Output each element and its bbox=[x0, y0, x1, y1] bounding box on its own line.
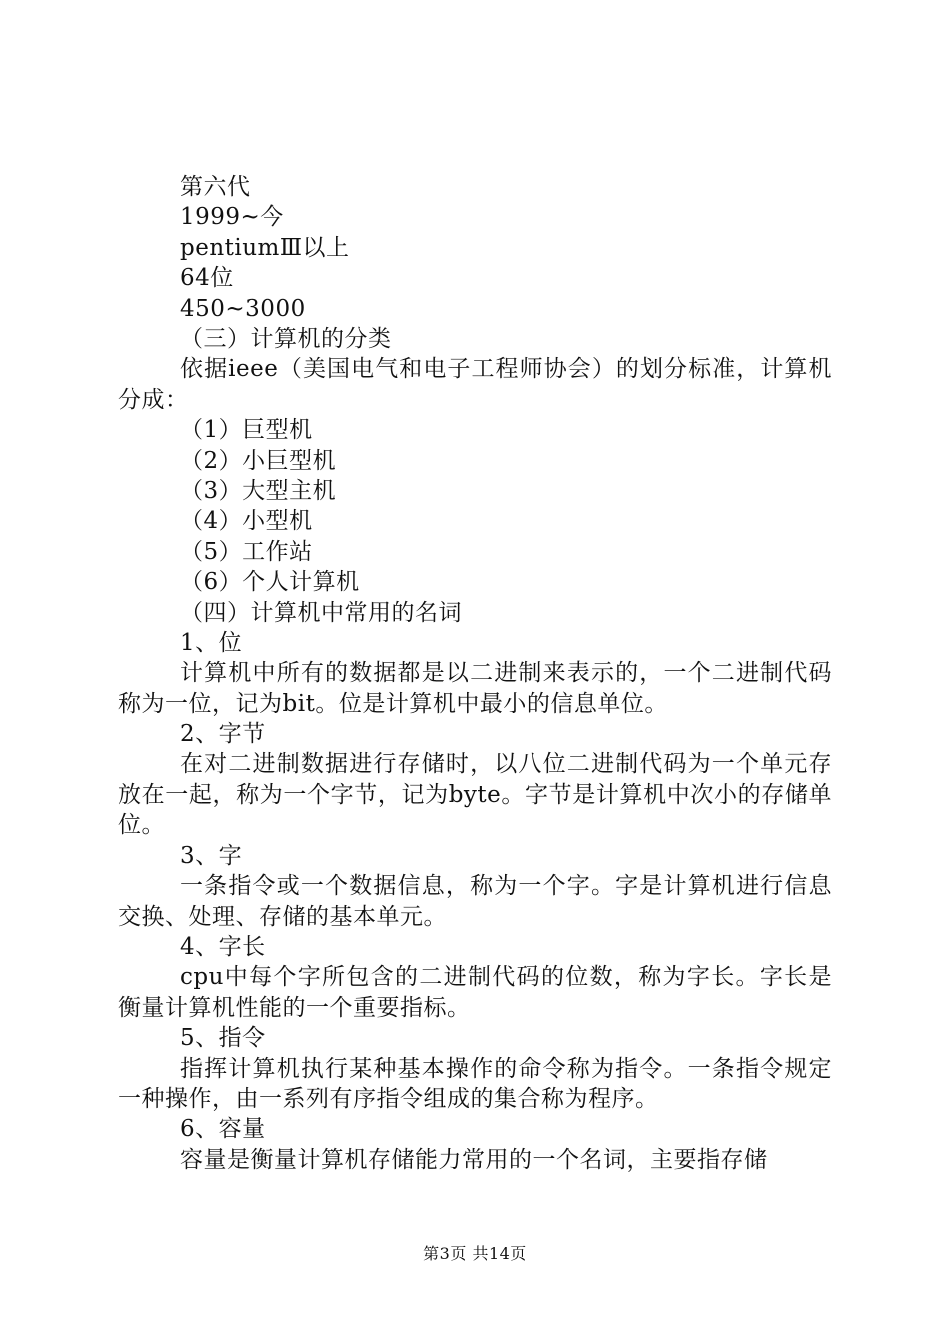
classification-item: （5）工作站 bbox=[180, 538, 313, 565]
term-heading: 1、位 bbox=[180, 629, 243, 656]
classification-intro: 依据ieee（美国电气和电子工程师协会）的划分标准，计算机分成： bbox=[118, 356, 832, 413]
text-line: 450~3000 bbox=[180, 295, 306, 322]
classification-item: （4）小型机 bbox=[180, 508, 313, 535]
term-heading: 4、字长 bbox=[180, 933, 266, 960]
page-footer: 第3页 共14页 bbox=[423, 1244, 527, 1263]
classification-item: （3）大型主机 bbox=[180, 477, 337, 504]
text-line: 1999~今 bbox=[180, 204, 284, 231]
classification-item: （1）巨型机 bbox=[180, 417, 313, 444]
term-heading: 6、容量 bbox=[180, 1116, 266, 1143]
document-body bbox=[118, 172, 832, 1175]
section-heading-terms: （四）计算机中常用的名词 bbox=[180, 599, 462, 626]
term-heading: 5、指令 bbox=[180, 1025, 266, 1052]
text-line: pentiumⅢ以上 bbox=[180, 234, 350, 261]
term-heading: 3、字 bbox=[180, 842, 243, 869]
term-paragraph: 计算机中所有的数据都是以二进制来表示的，一个二进制代码称为一位，记为bit。位是计算机中最小的信息单位。 bbox=[118, 660, 832, 717]
term-paragraph: cpu中每个字所包含的二进制代码的位数，称为字长。字长是衡量计算机性能的一个重要指标。 bbox=[118, 964, 832, 1021]
section-heading-classification: （三）计算机的分类 bbox=[180, 325, 392, 352]
classification-item: （2）小巨型机 bbox=[180, 447, 337, 474]
term-paragraph: 指挥计算机执行某种基本操作的命令称为指令。一条指令规定一种操作，由一系列有序指令组成的集合称为程序。 bbox=[118, 1055, 832, 1112]
classification-item: （6）个人计算机 bbox=[180, 569, 360, 596]
term-paragraph: 容量是衡量计算机存储能力常用的一个名词，主要指存储 bbox=[180, 1146, 768, 1173]
text-line: 第六代 bbox=[180, 174, 251, 200]
term-paragraph: 一条指令或一个数据信息，称为一个字。字是计算机进行信息交换、处理、存储的基本单元。 bbox=[118, 873, 832, 930]
term-paragraph: 在对二进制数据进行存储时，以八位二进制代码为一个单元存放在一起，称为一个字节，记为byte。字节是计算机中次小的存储单位。 bbox=[118, 751, 832, 839]
text-line: 64位 bbox=[180, 265, 234, 292]
term-heading: 2、字节 bbox=[180, 721, 266, 748]
